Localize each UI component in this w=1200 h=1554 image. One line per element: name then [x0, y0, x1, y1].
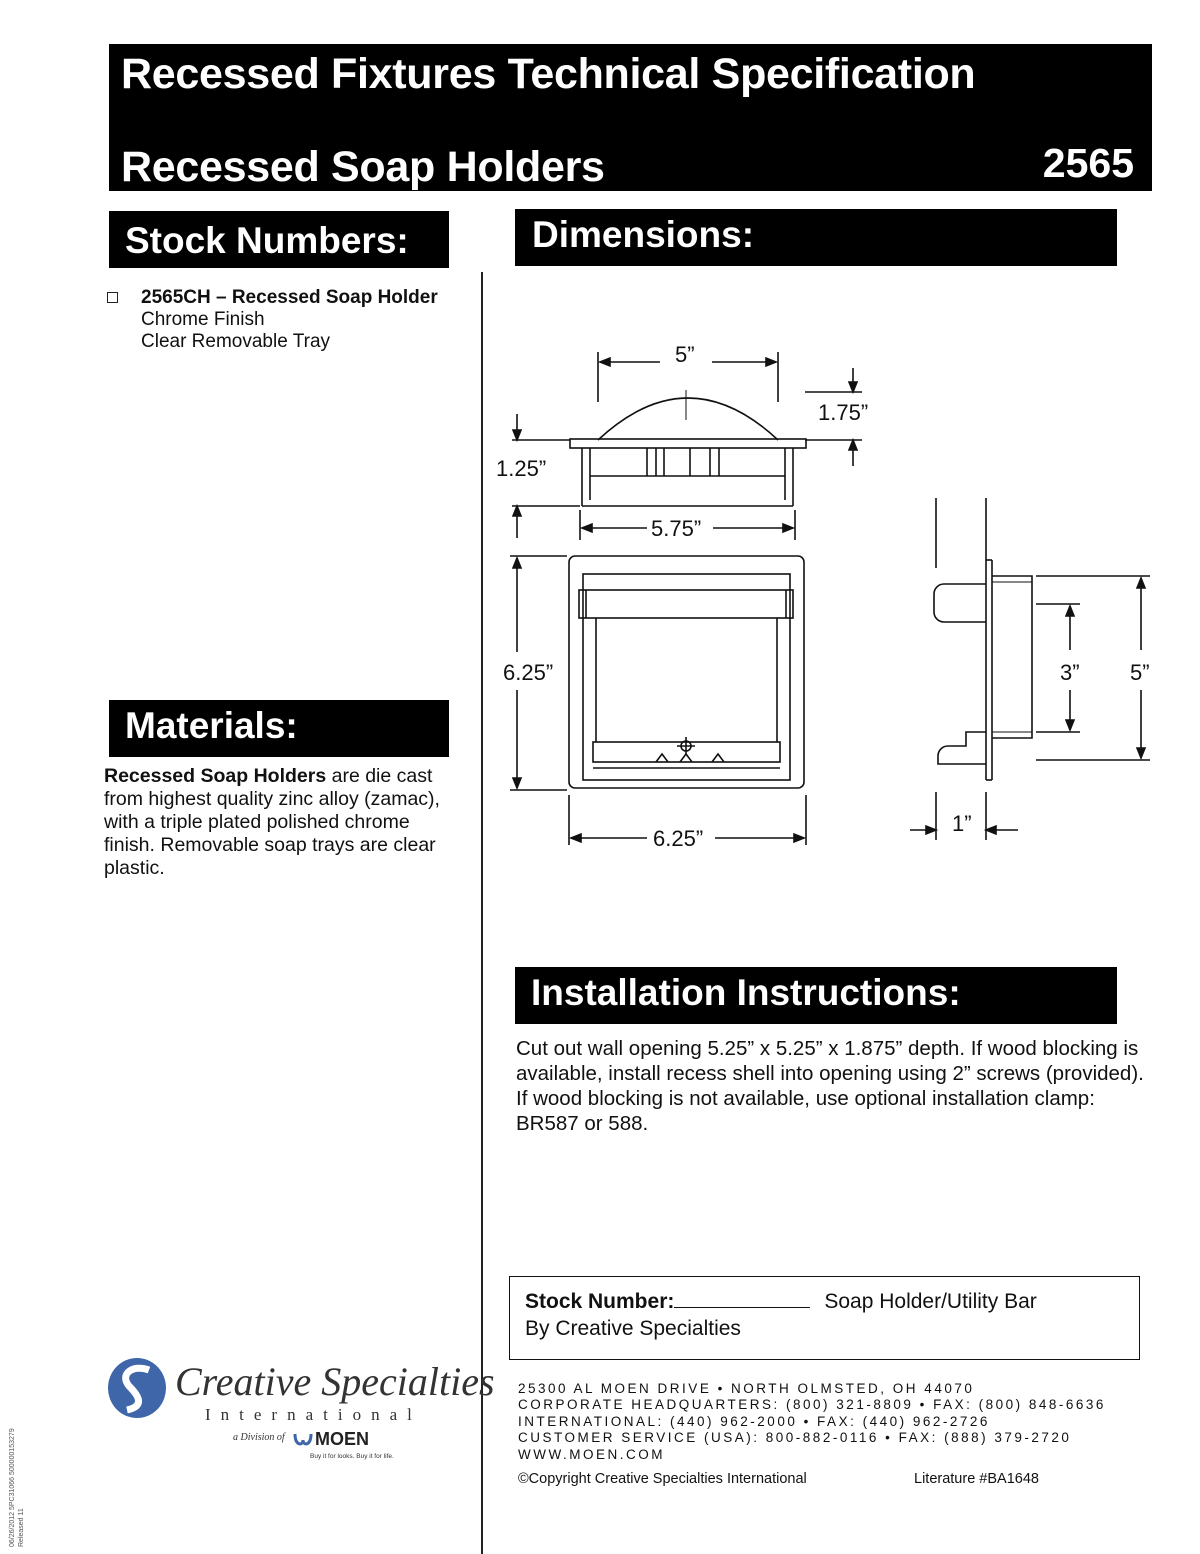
dim-top-width: 5”: [675, 342, 695, 367]
page-title: Recessed Fixtures Technical Specification: [121, 50, 976, 98]
dim-front-height: 6.25”: [503, 660, 554, 685]
top-view: [512, 352, 862, 540]
literature-number: Literature #BA1648: [914, 1471, 1039, 1487]
materials-body: are die cast from highest quality zinc alloy (zamac), with a triple plated polished chrome finish. Removable soap trays are clear plastic.: [104, 765, 440, 879]
dim-front-width: 6.25”: [653, 826, 704, 851]
stock-number-label: Stock Number:: [525, 1290, 675, 1313]
materials-text: [104, 765, 464, 880]
stock-box-maker: By Creative Specialties: [525, 1317, 741, 1340]
moen-tagline: Buy it for looks. Buy it for life.: [310, 1453, 394, 1460]
front-view: [510, 556, 806, 845]
website-link[interactable]: WWW.MOEN.COM: [518, 1446, 665, 1462]
dimension-drawing: [490, 330, 1170, 860]
stock-box-description: Soap Holder/Utility Bar: [824, 1290, 1037, 1313]
installation-text: Cut out wall opening 5.25” x 5.25” x 1.875” depth. If wood blocking is available, install recess shell into opening using 2” screws (provided). If wood blocking is not available, use optional installation clamp: BR587 or 588.: [516, 1037, 1144, 1135]
swirl-logo-icon: [105, 1356, 169, 1420]
side-code-line: 06/26/2012 5PC31066 500000153279: [9, 1428, 16, 1547]
division-text: a Division of: [233, 1432, 285, 1443]
stock-finish: Chrome Finish: [141, 309, 265, 330]
dimensions-heading: Dimensions:: [515, 209, 1117, 266]
dim-side-inner: 3”: [1060, 660, 1080, 685]
address-line: 25300 AL MOEN DRIVE • NORTH OLMSTED, OH 44070: [518, 1381, 975, 1396]
stock-numbers-heading: Stock Numbers:: [109, 211, 449, 268]
side-view: [910, 498, 1150, 840]
materials-heading: Materials:: [109, 700, 449, 757]
checkbox-icon: [107, 292, 118, 303]
page-subtitle: Recessed Soap Holders: [121, 143, 605, 191]
stock-tray: Clear Removable Tray: [141, 331, 331, 352]
copyright: ©Copyright Creative Specialties International: [518, 1471, 807, 1487]
side-code-line: Released 11: [18, 1508, 25, 1547]
dim-side-depth: 1”: [952, 811, 972, 836]
stock-number-blank[interactable]: [674, 1289, 810, 1308]
dim-flange-height: 1.25”: [496, 456, 547, 481]
dim-side-outer: 5”: [1130, 660, 1150, 685]
side-code: [8, 1428, 26, 1547]
address-line: CORPORATE HEADQUARTERS: (800) 321-8809 • FAX: (800) 848-6636: [518, 1397, 1106, 1413]
address-line: INTERNATIONAL: (440) 962-2000 • FAX: (440) 962-2726: [518, 1413, 990, 1429]
stock-code: 2565CH – Recessed Soap Holder: [141, 287, 438, 308]
dim-top-height: 1.75”: [818, 400, 869, 425]
installation-heading: Installation Instructions:: [515, 967, 1117, 1024]
address-block: [518, 1381, 1106, 1463]
address-line: CUSTOMER SERVICE (USA): 800-882-0116 • FAX: (888) 379-2720: [518, 1430, 1072, 1446]
materials-lead: Recessed Soap Holders: [104, 765, 327, 787]
brand-international: International: [205, 1405, 422, 1424]
moen-mark-icon: [293, 1432, 313, 1448]
company-logo: [105, 1352, 495, 1467]
dim-base-width: 5.75”: [651, 516, 702, 541]
stock-number-box: [509, 1276, 1140, 1360]
brand-name: Creative Specialties: [175, 1359, 495, 1404]
moen-wordmark: MOEN: [315, 1429, 369, 1449]
model-number: 2565: [1042, 140, 1134, 186]
header-banner: [109, 44, 1152, 191]
